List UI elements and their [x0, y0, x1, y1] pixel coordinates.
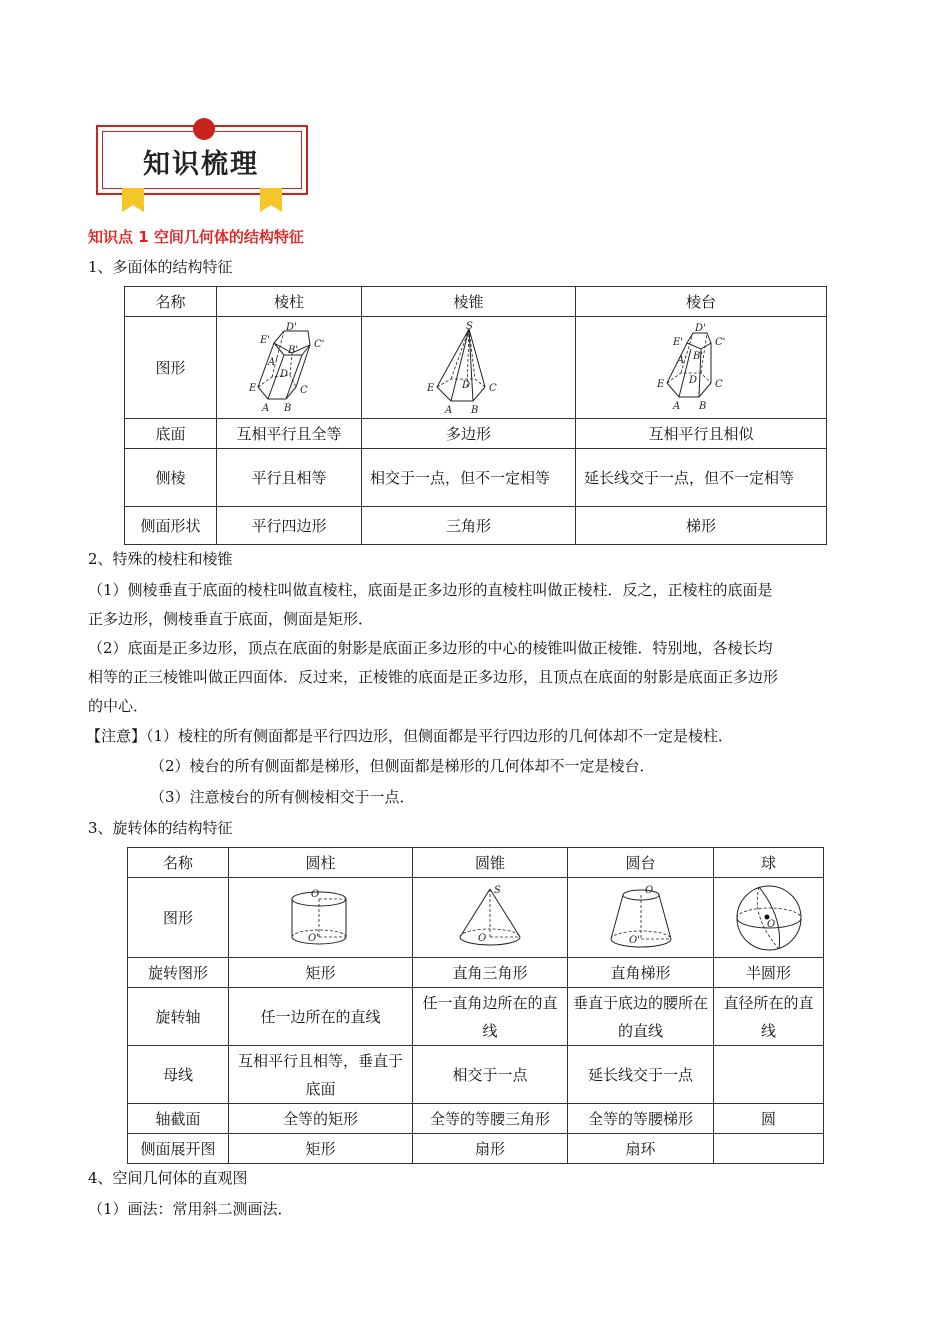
center-label: O	[478, 932, 487, 944]
table-row-label: 底面	[125, 419, 217, 449]
vertex-label: C	[715, 378, 723, 390]
table-cell	[714, 1046, 824, 1104]
table-row-label: 旋转轴	[128, 988, 229, 1046]
vertex-label: C	[300, 384, 308, 396]
banner-title: 知识梳理	[143, 149, 259, 180]
pyramid-figure-cell	[362, 317, 576, 419]
banner-dot-icon	[193, 118, 215, 140]
vertex-label: A'	[677, 354, 687, 366]
vertex-label: A	[673, 400, 681, 412]
sphere-figure	[731, 881, 807, 955]
frustum-cone-figure-cell	[568, 878, 714, 958]
table-header-cell: 棱锥	[362, 287, 576, 317]
note-line: （3）注意棱台的所有侧棱相交于一点．	[150, 788, 415, 806]
paragraph-line: 的中心．	[88, 697, 149, 715]
table-cell: 互相平行且相等，垂直于底面	[229, 1046, 413, 1104]
vertex-label: D	[280, 368, 289, 380]
table-cell: 全等的等腰梯形	[568, 1104, 714, 1134]
vertex-label: B	[699, 400, 707, 412]
paragraph-line: （2）底面是正多边形，顶点在底面的射影是底面正多边形的中心的棱锥叫做正棱锥．特别地，各棱长均	[88, 639, 773, 657]
paragraph-line: 正多边形，侧棱垂直于底面，侧面是矩形．	[88, 610, 374, 628]
truncated-cone-figure	[601, 883, 681, 953]
table-header-cell: 名称	[128, 848, 229, 878]
section-heading-revolution: 3、旋转体的结构特征	[88, 819, 233, 837]
center-label: O	[644, 884, 653, 896]
table-cell: 全等的矩形	[229, 1104, 413, 1134]
table-cell: 扇环	[568, 1134, 714, 1164]
center-label: O'	[628, 934, 640, 946]
table-header-cell: 球	[714, 848, 824, 878]
vertex-label: E'	[260, 334, 271, 346]
table-row-label: 母线	[128, 1046, 229, 1104]
section-heading-intuitive-view: 4、空间几何体的直观图	[88, 1169, 248, 1187]
pyramid-figure	[419, 321, 519, 415]
vertex-label: B	[284, 402, 292, 414]
vertex-label: B'	[693, 350, 704, 362]
prism-figure	[244, 321, 334, 415]
ribbon-right-icon	[260, 188, 282, 212]
polyhedron-table	[124, 286, 827, 545]
table-row-label: 轴截面	[128, 1104, 229, 1134]
paragraph-line: （1）侧棱垂直于底面的棱柱叫做直棱柱，底面是正多边形的直棱柱叫做正棱柱．反之，正棱柱的底面是	[88, 581, 773, 599]
table-cell	[714, 1134, 824, 1164]
table-cell: 延长线交于一点，但不一定相等	[576, 449, 827, 507]
knowledge-point-heading: 知识点 1 空间几何体的结构特征	[88, 228, 304, 246]
center-label: O'	[307, 932, 319, 944]
vertex-label: D'	[286, 321, 297, 333]
table-cell: 平行且相等	[217, 449, 362, 507]
table-cell: 延长线交于一点	[568, 1046, 714, 1104]
paragraph-line: 相等的正三棱锥叫做正四面体．反过来，正棱锥的底面是正多边形，且顶点在底面的射影是底面正多边形	[88, 668, 779, 686]
vertex-label: D	[689, 374, 698, 386]
table-cell: 相交于一点	[413, 1046, 568, 1104]
section-banner	[96, 118, 312, 214]
table-cell: 扇形	[413, 1134, 568, 1164]
table-header-cell: 圆台	[568, 848, 714, 878]
vertex-label: C'	[715, 336, 726, 348]
table-cell: 相交于一点，但不一定相等	[362, 449, 576, 507]
table-row-label: 侧棱	[125, 449, 217, 507]
paragraph-line: （1）画法：常用斜二测画法．	[88, 1200, 293, 1218]
table-cell: 直径所在的直线	[714, 988, 824, 1046]
table-row-label: 图形	[125, 317, 217, 419]
table-cell: 矩形	[229, 958, 413, 988]
table-header-cell: 名称	[125, 287, 217, 317]
table-cell: 矩形	[229, 1134, 413, 1164]
vertex-label: E'	[673, 336, 684, 348]
cone-figure-cell	[413, 878, 568, 958]
table-row-label: 图形	[128, 878, 229, 958]
note-line: 【注意】（1）棱柱的所有侧面都是平行四边形，但侧面都是平行四边形的几何体却不一定是棱柱．	[86, 727, 734, 745]
note-line: （2）棱台的所有侧面都是梯形，但侧面都是梯形的几何体却不一定是棱台．	[150, 757, 655, 775]
section-heading-special: 2、特殊的棱柱和棱锥	[88, 550, 233, 568]
vertex-label: E	[426, 382, 434, 394]
table-row-label: 侧面形状	[125, 507, 217, 545]
table-header-cell: 棱柱	[217, 287, 362, 317]
table-cell: 直角梯形	[568, 958, 714, 988]
prism-figure-cell	[217, 317, 362, 419]
solid-of-revolution-table	[127, 847, 824, 1164]
table-header-cell: 圆柱	[229, 848, 413, 878]
cylinder-figure	[286, 885, 356, 951]
table-header-cell: 棱台	[576, 287, 827, 317]
vertex-label: D	[461, 379, 470, 391]
vertex-label: D'	[695, 322, 706, 334]
table-row-label: 旋转图形	[128, 958, 229, 988]
vertex-label: S	[494, 884, 501, 896]
table-cell: 垂直于底边的腰所在的直线	[568, 988, 714, 1046]
section-heading-polyhedron: 1、多面体的结构特征	[88, 258, 233, 276]
vertex-label: A	[444, 404, 452, 415]
vertex-label: C	[488, 382, 497, 394]
table-cell: 多边形	[362, 419, 576, 449]
sphere-figure-cell	[714, 878, 824, 958]
cylinder-figure-cell	[229, 878, 413, 958]
table-cell: 全等的等腰三角形	[413, 1104, 568, 1134]
frustum-figure-cell	[576, 317, 827, 419]
table-cell: 圆	[714, 1104, 824, 1134]
table-row-label: 侧面展开图	[128, 1134, 229, 1164]
vertex-label: B'	[288, 344, 299, 356]
table-cell: 半圆形	[714, 958, 824, 988]
table-cell: 任一边所在的直线	[229, 988, 413, 1046]
table-cell: 平行四边形	[217, 507, 362, 545]
vertex-label: E	[249, 382, 257, 394]
table-cell: 直角三角形	[413, 958, 568, 988]
vertex-label: C'	[314, 338, 325, 350]
table-cell: 梯形	[576, 507, 827, 545]
vertex-label: B	[470, 404, 478, 415]
vertex-label: A	[262, 402, 270, 414]
table-cell: 三角形	[362, 507, 576, 545]
table-cell: 互相平行且相似	[576, 419, 827, 449]
table-cell: 互相平行且全等	[217, 419, 362, 449]
vertex-label: A'	[268, 356, 278, 368]
ribbon-left-icon	[122, 188, 144, 212]
vertex-label: E	[657, 378, 665, 390]
center-label: O	[310, 888, 319, 900]
table-header-cell: 圆锥	[413, 848, 568, 878]
frustum-figure	[651, 321, 751, 415]
cone-figure	[450, 883, 530, 953]
vertex-label: S	[465, 320, 473, 332]
center-label: O	[766, 918, 775, 930]
table-cell: 任一直角边所在的直线	[413, 988, 568, 1046]
